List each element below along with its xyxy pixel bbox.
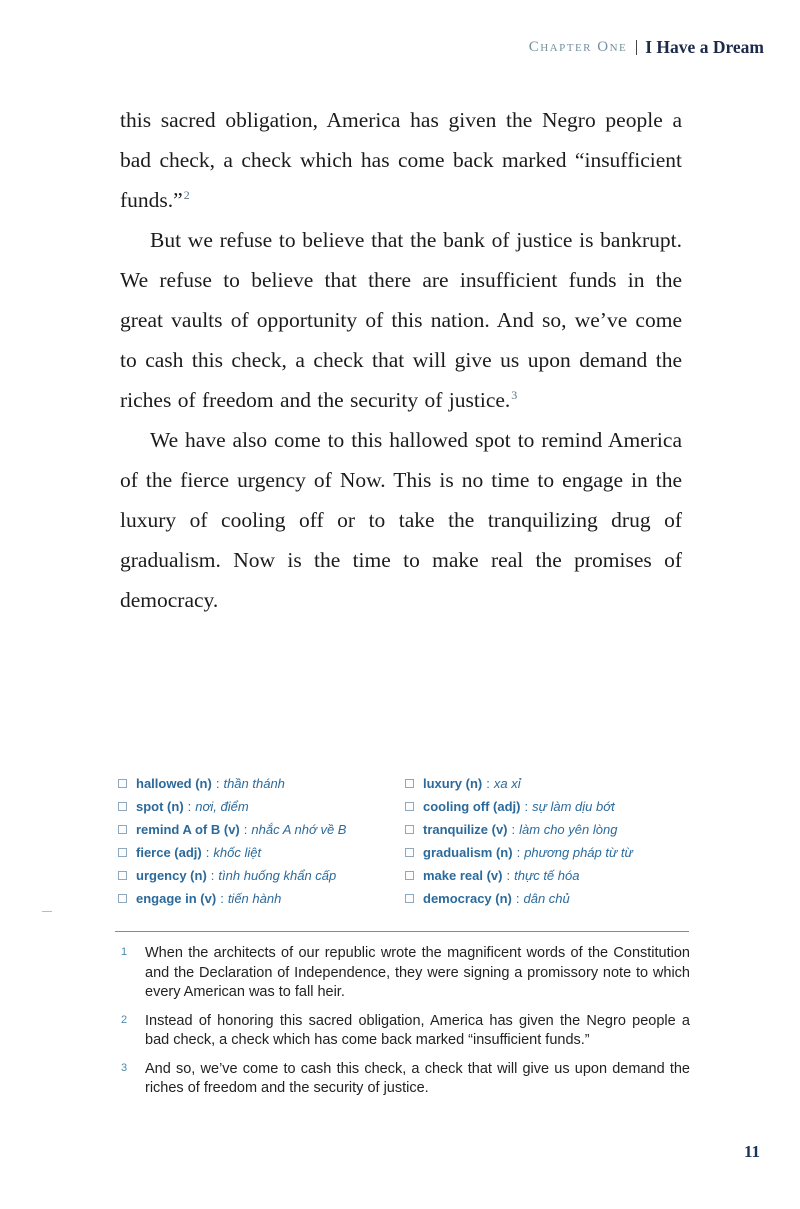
vocab-term: tranquilize (v): [423, 822, 508, 837]
vocab-item: [405, 772, 692, 795]
vocab-separator: :: [210, 868, 215, 883]
paragraph-text: We have also come to this hallowed spot to remind America of the fierce urgency of Now. This is no time to engage in the luxury of cooling off or to take the tranquilizing drug of gradualism. Now is the time to make real the promises of democracy.: [120, 428, 682, 612]
footnote-text: When the architects of our republic wrote the magnificent words of the Constitution and the Declaration of Independence, they were signing a promissory note to which every American was to fall heir.: [145, 945, 690, 1000]
vocab-term: engage in (v): [136, 891, 217, 906]
vocab-definition: làm cho yên lòng: [519, 822, 618, 837]
margin-tick: [42, 911, 52, 912]
vocabulary-right-column: [405, 772, 692, 910]
footnote-number: 1: [121, 946, 128, 958]
vocab-separator: :: [511, 822, 516, 837]
checkbox-icon: [405, 825, 414, 834]
vocab-item: [118, 772, 405, 795]
footnote: [118, 1012, 690, 1051]
checkbox-icon: [405, 894, 414, 903]
vocab-separator: :: [187, 799, 192, 814]
vocab-definition: sự làm dịu bớt: [532, 799, 615, 814]
vocab-definition: khốc liệt: [213, 845, 262, 860]
page-number: 11: [743, 1142, 760, 1161]
vocab-item: [118, 841, 405, 864]
vocab-definition: phương pháp từ từ: [524, 845, 633, 860]
footnote-divider: [115, 931, 689, 932]
vocab-definition: thực tế hóa: [514, 868, 580, 883]
checkbox-icon: [118, 779, 127, 788]
vocab-item: [405, 841, 692, 864]
paragraph: [120, 100, 682, 220]
vocab-item: [118, 795, 405, 818]
page-header: [529, 37, 764, 58]
vocab-definition: nơi, điểm: [195, 799, 249, 814]
checkbox-icon: [405, 871, 414, 880]
chapter-label: Chapter One: [528, 39, 628, 55]
footnotes-section: [118, 944, 690, 1108]
checkbox-icon: [405, 779, 414, 788]
vocab-item: [405, 795, 692, 818]
vocab-item: [118, 864, 405, 887]
vocab-definition: dân chủ: [523, 891, 570, 906]
footnote-number: 3: [121, 1061, 128, 1074]
header-divider: [636, 40, 637, 55]
checkbox-icon: [118, 825, 127, 834]
footnote-text: And so, we’ve come to cash this check, a check that will give us upon demand the riches of freedom and the security of justice.: [145, 1060, 690, 1096]
vocab-term: make real (v): [423, 868, 503, 883]
vocab-definition: nhắc A nhớ về B: [251, 822, 347, 837]
paragraph-text: But we refuse to believe that the bank of justice is bankrupt. We refuse to believe that there are insufficient funds in the great vaults of opportunity of this nation. And so, we’ve come to cash this check, a check that will give us upon demand the riches of freedom and the security of justice.: [120, 228, 682, 412]
vocab-separator: :: [205, 845, 210, 860]
speech-text: [120, 100, 682, 620]
vocab-separator: :: [515, 891, 520, 906]
vocabulary-left-column: [118, 772, 405, 910]
vocab-term: democracy (n): [423, 891, 512, 906]
vocab-separator: :: [215, 776, 220, 791]
footnote-number: 2: [121, 1013, 128, 1026]
footnote-ref: 3: [511, 387, 518, 402]
footnote-text: Instead of honoring this sacred obligation, America has given the Negro people a bad check, a check which has come back marked “insufficient funds.”: [145, 1012, 690, 1048]
checkbox-icon: [118, 802, 127, 811]
book-title: I Have a Dream: [645, 37, 764, 57]
vocab-term: cooling off (adj): [423, 799, 521, 814]
vocab-separator: :: [524, 799, 529, 814]
checkbox-icon: [118, 894, 127, 903]
paragraph-text: this sacred obligation, America has given the Negro people a bad check, a check which has come back marked “insufficient funds.”: [120, 108, 682, 212]
checkbox-icon: [405, 802, 414, 811]
vocab-term: urgency (n): [136, 868, 207, 883]
vocab-item: [405, 818, 692, 841]
vocab-definition: thần thánh: [223, 776, 285, 791]
vocab-item: [405, 864, 692, 887]
vocab-definition: tình huống khẩn cấp: [218, 868, 337, 883]
vocab-definition: tiến hành: [227, 891, 282, 906]
vocab-term: remind A of B (v): [136, 822, 240, 837]
vocabulary-section: [118, 772, 692, 910]
vocab-separator: :: [516, 845, 521, 860]
vocab-term: gradualism (n): [423, 845, 513, 860]
vocab-term: luxury (n): [423, 776, 483, 791]
vocab-term: hallowed (n): [136, 776, 212, 791]
footnote: [118, 1060, 690, 1099]
vocab-definition: xa xỉ: [493, 776, 521, 791]
checkbox-icon: [118, 871, 127, 880]
vocab-item: [118, 887, 405, 910]
paragraph: [120, 420, 682, 620]
vocab-term: spot (n): [136, 799, 184, 814]
vocab-item: [405, 887, 692, 910]
checkbox-icon: [405, 848, 414, 857]
checkbox-icon: [118, 848, 127, 857]
paragraph: [120, 220, 682, 420]
vocab-separator: :: [220, 891, 224, 906]
vocab-separator: :: [506, 868, 511, 883]
footnote: [118, 944, 690, 1003]
vocab-item: [118, 818, 405, 841]
vocab-separator: :: [486, 776, 490, 791]
footnote-ref: 2: [183, 187, 190, 202]
vocab-separator: :: [243, 822, 248, 837]
vocab-term: fierce (adj): [136, 845, 202, 860]
